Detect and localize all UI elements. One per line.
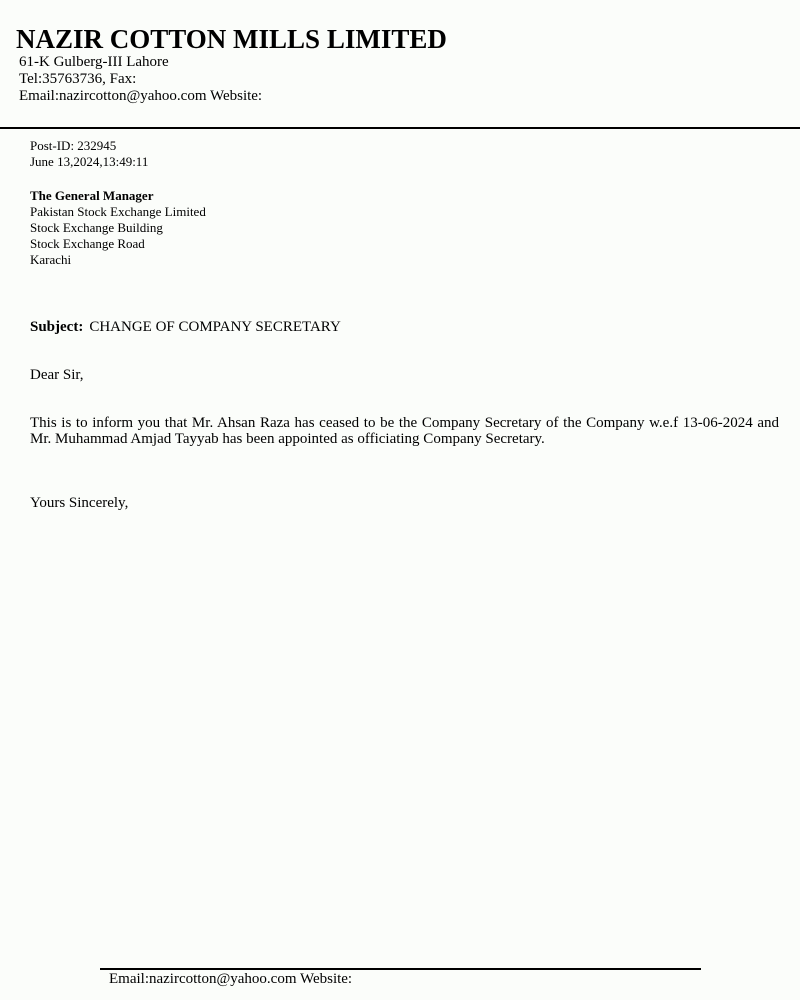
subject-label: Subject: (30, 319, 84, 335)
post-datetime: June 13,2024,13:49:11 (30, 154, 149, 169)
subject-line (30, 319, 341, 336)
subject-text: CHANGE OF COMPANY SECRETARY (89, 319, 341, 335)
letter-body: This is to inform you that Mr. Ahsan Raza has ceased to be the Company Secretary of the Company w.e.f 13-06-2024 and Mr. Muhammad Amjad Tayyab has been appointed as officiating Company Secretary. (30, 415, 779, 447)
addressee-line: Stock Exchange Road (30, 236, 145, 251)
addressee-block (30, 188, 206, 268)
company-email-website: Email:nazircotton@yahoo.com Website: (19, 88, 263, 104)
letterhead (0, 0, 800, 127)
addressee-line: Karachi (30, 252, 72, 267)
addressee-title: The General Manager (30, 188, 154, 203)
footer-divider (100, 968, 701, 970)
header-divider (0, 127, 800, 129)
addressee-line: Stock Exchange Building (30, 220, 163, 235)
footer-email-website: Email:nazircotton@yahoo.com Website: (109, 971, 353, 987)
company-tel-fax: Tel:35763736, Fax: (19, 71, 137, 87)
salutation: Dear Sir, (30, 367, 84, 383)
post-id: Post-ID: 232945 (30, 138, 117, 153)
company-name: NAZIR COTTON MILLS LIMITED (16, 24, 447, 54)
addressee-line: Pakistan Stock Exchange Limited (30, 204, 206, 219)
closing: Yours Sincerely, (30, 495, 129, 511)
company-address: 61-K Gulberg-III Lahore (19, 54, 169, 70)
